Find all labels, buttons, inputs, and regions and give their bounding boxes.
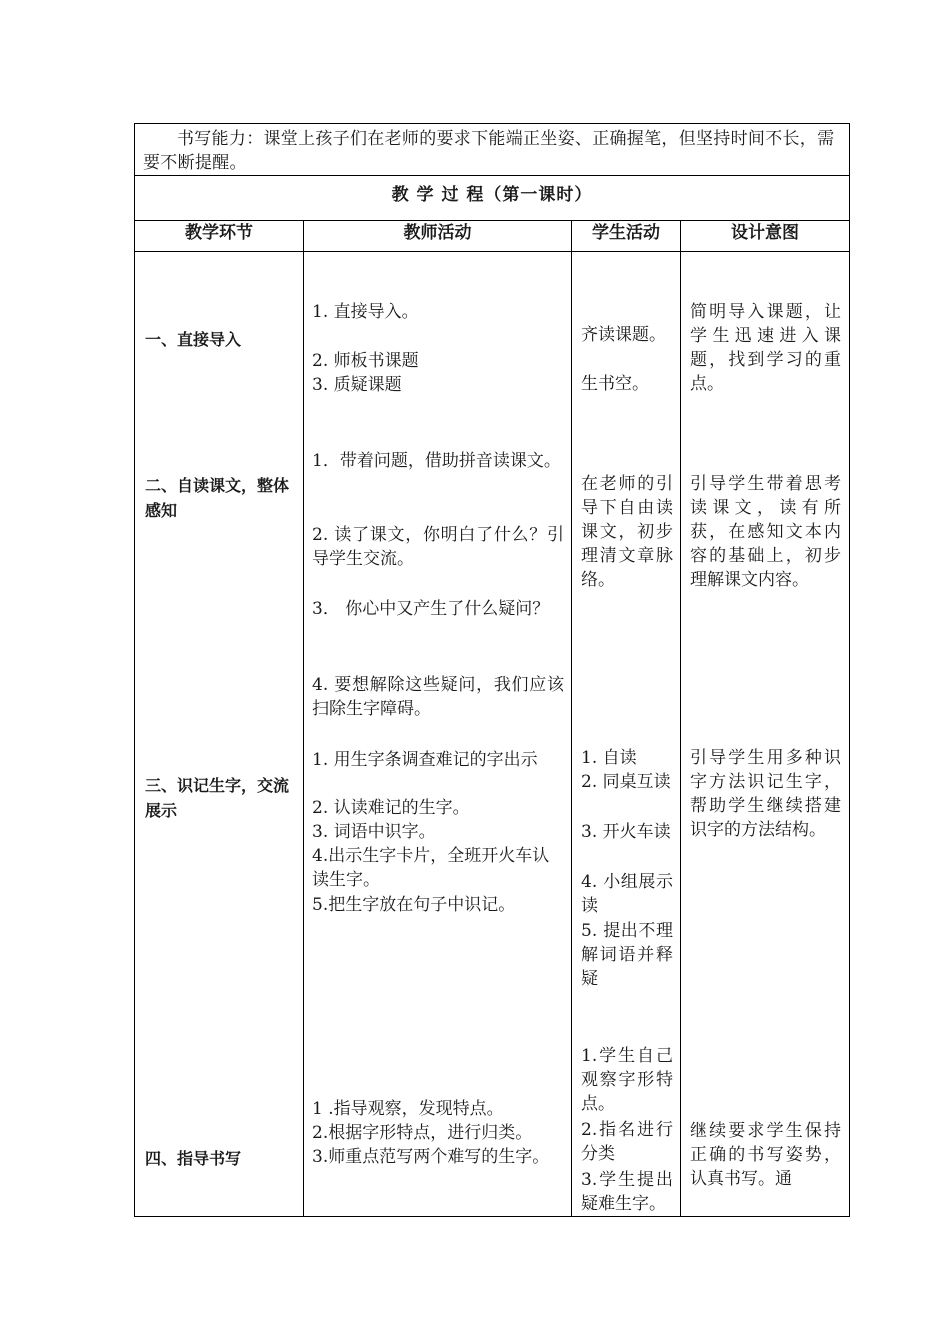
intent-1: 简明导入课题，让学生迅速进入课题，找到学习的重点。 (690, 302, 841, 394)
header-stage: 教学环节 (135, 221, 304, 252)
stage-3: 三、识记生字，交流展示 (145, 776, 290, 820)
section-title: 教 学 过 程（第一课时） (391, 185, 593, 205)
writing-ability-note (135, 124, 850, 176)
teacher-2-item-3: 3． 你心中又产生了什么疑问？ (312, 599, 550, 619)
teacher-1-item-1: 1. 直接导入。 (312, 302, 419, 322)
student-4-item-2: 2.指名进行分类 (581, 1120, 673, 1164)
teacher-4-item-3: 3.师重点范写两个难写的生字。 (312, 1147, 550, 1167)
table-body-row (135, 252, 850, 1217)
student-3-item-2: 2. 同桌互读 (581, 772, 671, 792)
teacher-1-item-3: 3. 质疑课题 (312, 375, 402, 395)
teacher-3-item-3: 3. 词语中识字。 (312, 822, 436, 842)
intent-3: 引导学生用多种识字方法识记生字，帮助学生继续搭建识字的方法结构。 (690, 748, 841, 840)
stage-4: 四、指导书写 (145, 1149, 242, 1168)
teacher-3-item-2: 2. 认读难记的生字。 (312, 798, 470, 818)
teacher-2-item-2: 2. 读了课文，你明白了什么？引导学生交流。 (312, 525, 564, 569)
student-3-item-3: 3. 开火车读 (581, 822, 671, 842)
stage-1: 一、直接导入 (145, 330, 242, 349)
design-intent-column (681, 252, 850, 1217)
lesson-plan-table (134, 123, 850, 1217)
teacher-activity-column (304, 252, 572, 1217)
section-title-cell (135, 176, 850, 221)
teacher-4-item-2: 2.根据字形特点，进行归类。 (312, 1123, 533, 1143)
student-activity-column (572, 252, 681, 1217)
teacher-3-item-1: 1. 用生字条调查难记的字出示 (312, 750, 538, 770)
stage-2: 二、自读课文，整体感知 (145, 476, 290, 520)
student-1-item-1: 齐读课题。 (581, 325, 666, 345)
student-4-item-1: 1.学生自己观察字形特点。 (581, 1046, 673, 1114)
teacher-1-item-2: 2. 师板书课题 (312, 351, 419, 371)
intent-2: 引导学生带着思考读课文，读有所获，在感知文本内容的基础上，初步理解课文内容。 (690, 474, 841, 590)
student-2-item-1: 在老师的引导下自由读课文，初步理清文章脉络。 (581, 474, 673, 590)
teacher-3-item-4: 4.出示生字卡片，全班开火车认读生字。 (312, 846, 550, 890)
student-3-item-4: 4. 小组展示读 (581, 872, 673, 916)
header-teacher-activity: 教师活动 (304, 221, 572, 252)
student-4-item-3: 3.学生提出疑难生字。 (581, 1170, 673, 1214)
stage-column (135, 252, 304, 1217)
student-3-item-1: 1. 自读 (581, 748, 637, 768)
student-1-item-2: 生书空。 (581, 374, 649, 394)
teacher-3-item-5: 5.把生字放在句子中识记。 (312, 895, 516, 915)
student-3-item-5: 5. 提出不理解词语并释疑 (581, 921, 673, 989)
teacher-2-item-4: 4. 要想解除这些疑问，我们应该扫除生字障碍。 (312, 675, 564, 719)
teacher-4-item-1: 1 .指导观察，发现特点。 (312, 1099, 504, 1119)
writing-ability-text: 书写能力：课堂上孩子们在老师的要求下能端正坐姿、正确握笔，但坚持时间不长，需要不断提醒。 (143, 129, 835, 173)
teacher-2-item-1: 1．带着问题，借助拼音读课文。 (312, 451, 561, 471)
intent-4: 继续要求学生保持正确的书写姿势，认真书写。通 (690, 1121, 841, 1189)
header-student-activity: 学生活动 (572, 221, 681, 252)
header-design-intent: 设计意图 (681, 221, 850, 252)
table-header-row (135, 221, 850, 252)
